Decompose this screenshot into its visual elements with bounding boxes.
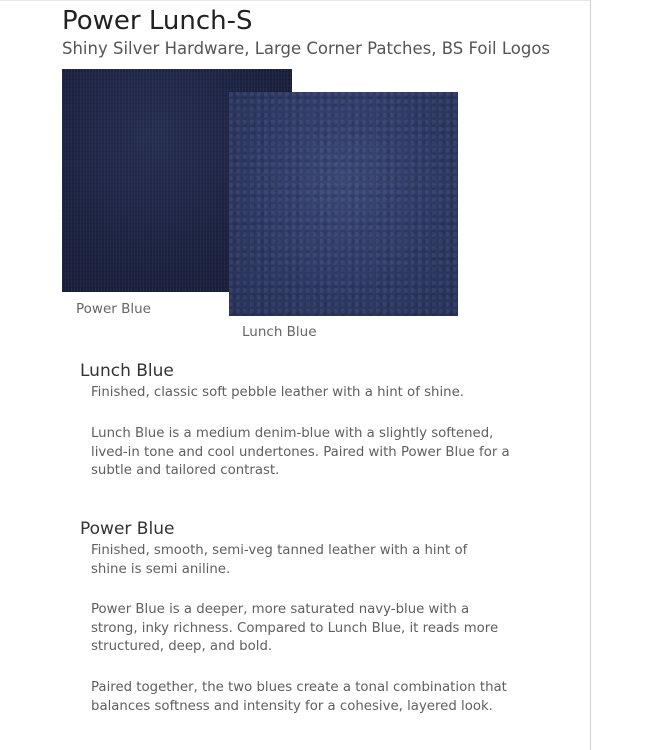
lunch-blue-heading: Lunch Blue [80,361,174,381]
lunch-blue-finish-text: Finished, classic soft pebble leather with a hint of shine. [91,385,464,400]
power-blue-swatch-label: Power Blue [76,301,151,317]
lunch-blue-description-text: Lunch Blue is a medium denim-blue with a slightly softened, lived-in tone and cool undertones. Paired with Power Blue for a subtle and tailored contrast. [91,426,510,478]
power-blue-description-text: Power Blue is a deeper, more saturated navy-blue with a strong, inky richness. Compared to Lunch Blue, it reads more structured, deep, and bold. [91,602,499,654]
power-blue-finish-text: Finished, smooth, semi-veg tanned leather with a hint of shine is semi aniline. [91,543,468,577]
right-divider [590,0,591,750]
lunch-blue-swatch-image [229,92,458,316]
pairing-description-text: Paired together, the two blues create a tonal combination that balances softness and intensity for a cohesive, layered look. [91,680,507,714]
power-blue-heading: Power Blue [80,519,175,539]
top-divider [0,0,591,1]
page-subtitle: Shiny Silver Hardware, Large Corner Patches, BS Foil Logos [62,39,551,58]
lunch-blue-swatch-label: Lunch Blue [242,324,317,340]
page-title: Power Lunch-S [62,6,253,36]
